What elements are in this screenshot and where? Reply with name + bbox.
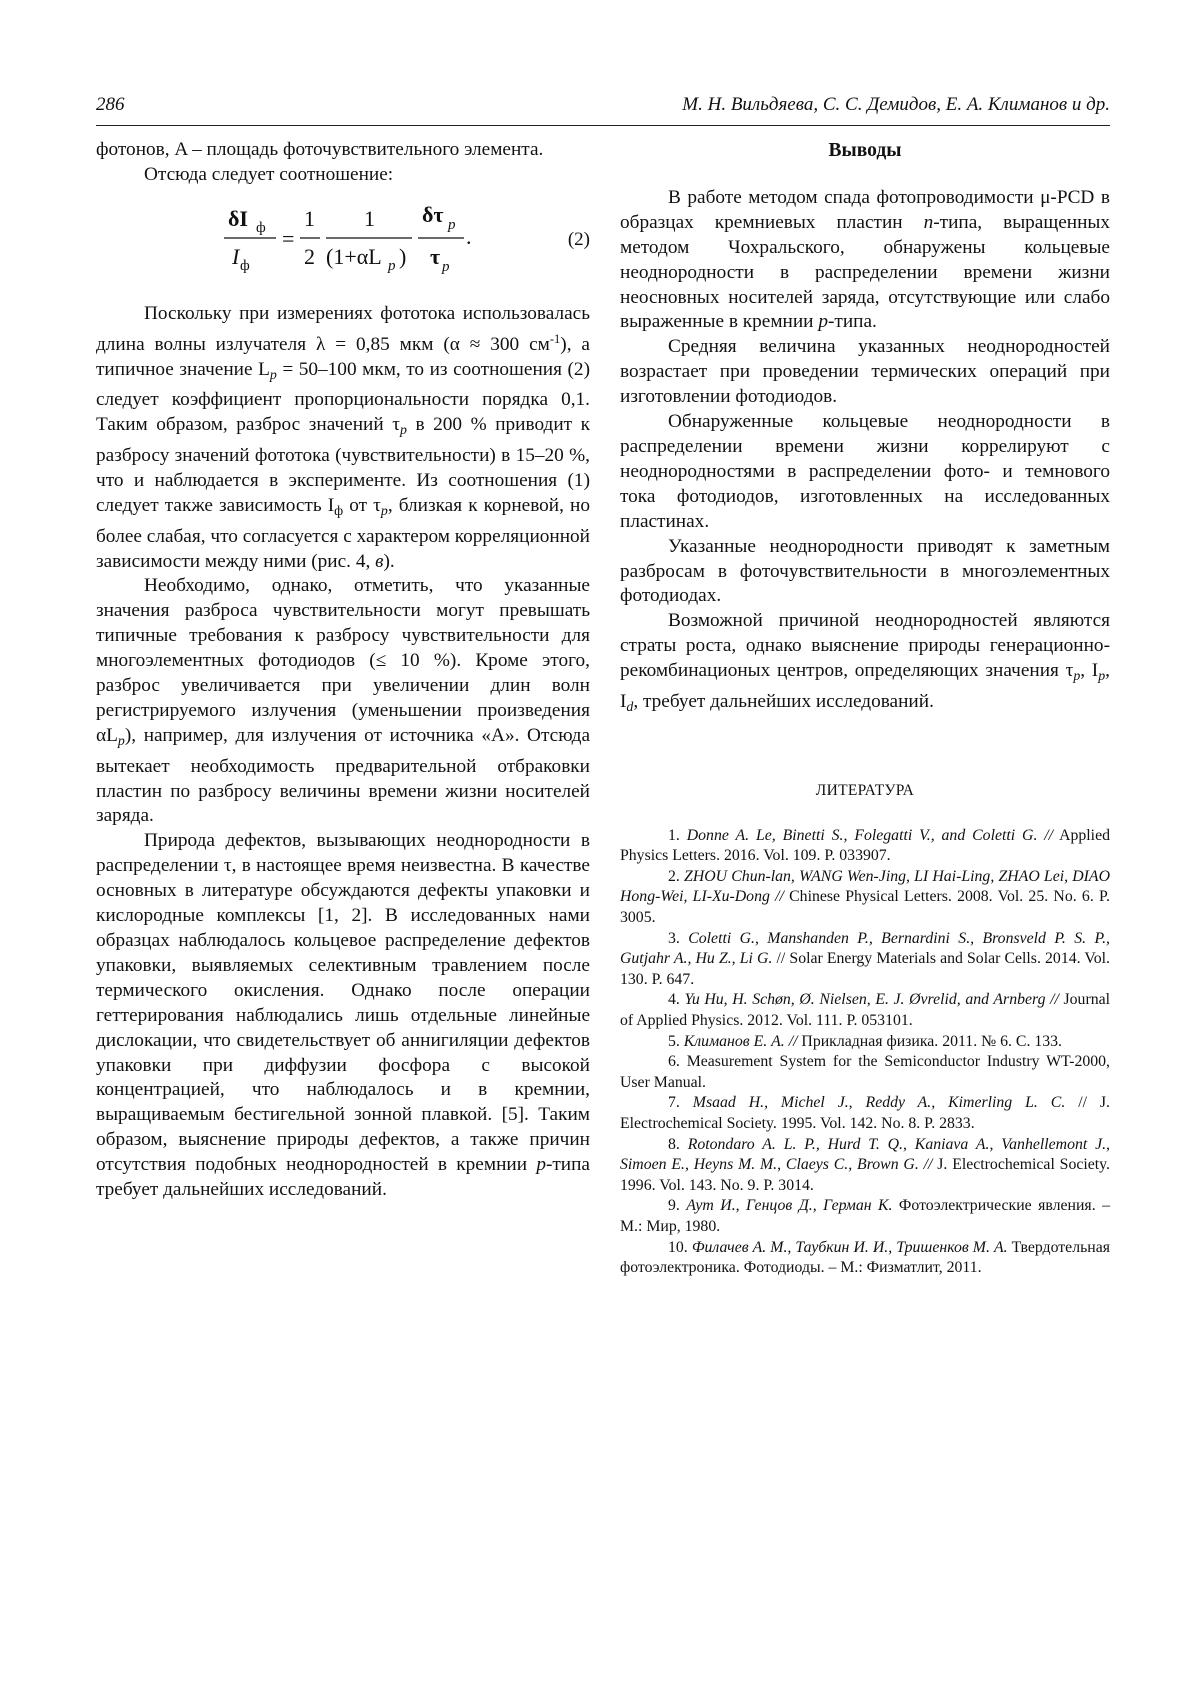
conclusions-heading: Выводы <box>828 140 902 161</box>
eq-lhs-denominator-sub: ф <box>240 257 250 274</box>
conclusion-3: Обнаруженные кольцевые неоднородности в распределении времени жизни коррелируют с неоднородностями в распределении фото- и темнового тока фотодиодов, изготовленных на исследованных пластинах. <box>620 411 1110 532</box>
header-rule <box>96 125 1110 126</box>
eq-frac2-numerator: 1 <box>364 205 375 231</box>
reference-9: 9. Аут И., Генцов Д., Герман К. Фотоэлектрические явления. – М.: Мир, 1980. <box>620 1197 1110 1235</box>
eq-equals: = <box>282 225 295 251</box>
equation-2 <box>96 192 590 290</box>
paragraph-continuation: фотонов, A – площадь фоточувствительного элемента. <box>96 139 544 160</box>
conclusion-5: Возможной причиной неоднородностей являются страты роста, однако выяснение природы генерационно-рекомбинационых центров, определяющих значения $\tau_p$, $I_p$, $I_d$, требует дальнейших исследований. <box>620 610 1110 715</box>
running-header <box>96 92 1110 122</box>
eq-rhs-numerator: δτ <box>422 201 444 227</box>
paragraph-relation-intro: Отсюда следует соотношение: <box>144 163 394 185</box>
eq-frac2-denominator-sub: p <box>388 257 396 274</box>
equation-number: (2) <box>567 228 590 250</box>
eq-lhs-numerator: δI <box>228 205 248 231</box>
left-column <box>96 138 590 1203</box>
reference-8: 8. Rotondaro A. L. P., Hurd T. Q., Kaniava A., Vanhellemont J., Simoen E., Heyns M. M., Claeys C., Brown G. // J. Electrochemical Society. 1996. Vol. 143. No. 9. P. 3014. <box>620 1135 1111 1194</box>
paragraph-defects: Природа дефектов, вызывающих неоднородности в распределении τ, в настоящее время неизвестна. В качестве основных в литературе обсуждаются дефекты упаковки и кислородные комплексы [1, 2]. В исследованных нами образцах наблюдалось кольцевое распределение дефектов упаковки, выявляемых селективным травлением после термического окисления. Однако после операции геттерирования наблюдались лишь отдельные линейные дислокации, что свидетельствует об аннигиляции дефектов упаковки при диффузии фосфора с высокой концентрацией, что наблюдалось и в кремнии, выращиваемым бестигельной зонной плавкой. [5]. Таким образом, выяснение природы дефектов, а также причин отсутствия подобных неоднородностей в кремнии p-типа требует дальнейших исследований. <box>96 830 590 1201</box>
reference-7: 7. Msaad H., Michel J., Reddy A., Kimerling L. C. // J. Electrochemical Society. 1995. Vol. 142. No. 8. P. 2833. <box>620 1094 1110 1132</box>
running-authors: М. Н. Вильдяева, С. С. Демидов, Е. А. Климанов и др. <box>682 94 1110 115</box>
paragraph-measurement: Поскольку при измерениях фототока использовалась длина волны излучателя λ = 0,85 мкм (α ≈ 300 $см^{-1}$), а типичное значение $L_p = 50-100$ мкм, то из соотношения (2) следует коэффициент пропорциональности порядка 0,1. Таким образом, разброс значений $\tau_p$ в 200 % приводит к разбросу значений фототока (чувствительности) в 15–20 %, что и наблюдается в эксперименте. Из соотношения (1) следует также зависимость $I_ф$ от $\tau_p$, близкая к корневой, но более слабая, что согласуется с характером корреляционной зависимости между ними (рис. 4, в). <box>96 302 590 572</box>
equation-svg <box>216 192 536 290</box>
eq-half-denominator: 2 <box>304 243 315 269</box>
reference-1: 1. Donne A. Le, Binetti S., Folegatti V., and Coletti G. // Applied Physics Letters. 2016. Vol. 109. P. 033907. <box>620 826 1110 865</box>
right-column <box>620 138 1110 1279</box>
eq-lhs-numerator-sub: ф <box>256 219 266 236</box>
page-number: 286 <box>96 94 125 115</box>
reference-10: 10. Филачев А. М., Таубкин И. И., Тришенков М. А. Твердотельная фотоэлектроника. Фотодиоды. – М.: Физматлит, 2011. <box>620 1238 1111 1277</box>
reference-3: 3. Coletti G., Manshanden P., Bernardini S., Bronsveld P. S. P., Gutjahr A., Hu Z., Li G. // Solar Energy Materials and Solar Cells. 2014. Vol. 130. P. 647. <box>620 929 1111 988</box>
reference-2: 2. ZHOU Chun-lan, WANG Wen-Jing, LI Hai-Ling, ZHAO Lei, DIAO Hong-Wei, LI-Xu-Dong // Chinese Physical Letters. 2008. Vol. 25. No. 6. P. 3005. <box>620 867 1110 926</box>
eq-half-numerator: 1 <box>304 205 315 231</box>
reference-6: 6. Measurement System for the Semiconductor Industry WT-2000, User Manual. <box>620 1053 1111 1091</box>
reference-5: 5. Климанов Е. А. // Прикладная физика. 2011. № 6. С. 133. <box>668 1032 1062 1050</box>
references-heading: ЛИТЕРАТУРА <box>815 781 915 799</box>
reference-4: 4. Yu Hu, H. Schøn, Ø. Nielsen, E. J. Øvrelid, and Arnberg // Journal of Applied Physics. 2012. Vol. 111. P. 053101. <box>620 991 1111 1029</box>
eq-rhs-denominator: τ <box>430 243 441 269</box>
eq-frac2-denominator: (1+αL <box>326 243 382 269</box>
conclusion-4: Указанные неоднородности приводят к заметным разбросам в фоточувствительности в многоэлементных фотодиодах. <box>620 535 1110 607</box>
eq-frac2-denominator-close: ) <box>399 243 407 269</box>
paragraph-requirements: Необходимо, однако, отметить, что указанные значения разброса чувствительности могут превышать типичные требования к разбросу чувствительности для многоэлементных фотодиодов (≤ 10 %). Кроме этого, разброс увеличивается при увеличении длин волн регистрируемого излучения (уменьшении произведения $\alpha L_p$), например, для излучения от источника «А». Отсюда вытекает необходимость предварительной отбраковки пластин по разбросу величины времени жизни носителей заряда. <box>96 575 590 827</box>
eq-rhs-numerator-sub: p <box>448 216 456 233</box>
reference-list <box>620 826 1110 1279</box>
conclusion-2: Средняя величина указанных неоднородностей возрастает при проведении термических операций при изготовлении фотодиодов. <box>620 336 1110 408</box>
eq-period: . <box>466 223 472 249</box>
eq-lhs-denominator: I <box>232 243 240 269</box>
conclusion-1: В работе методом спада фотопроводимости μ-PCD в образцах кремниевых пластин n-типа, выращенных методом Чохральского, обнаружены кольцевые неоднородности в распределении времени жизни неосновных носителей заряда, отсутствующие или слабо выраженные в кремнии p-типа. <box>620 186 1110 333</box>
eq-rhs-denominator-sub: p <box>442 258 450 275</box>
